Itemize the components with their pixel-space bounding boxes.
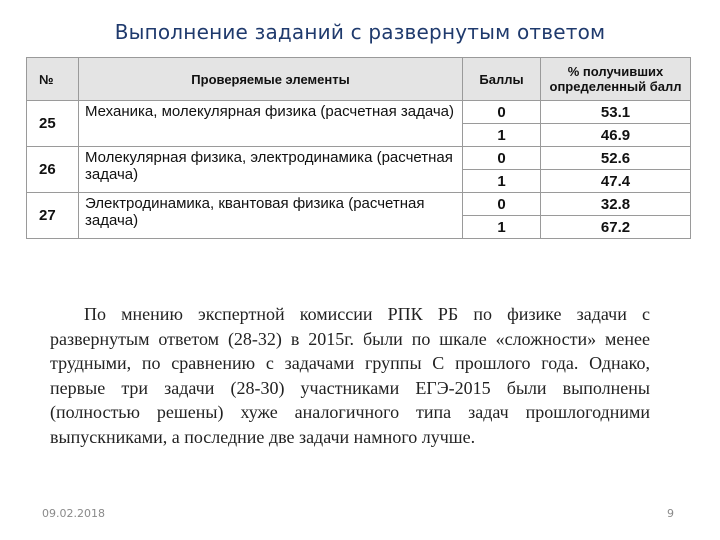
task-number: 27 <box>27 193 79 239</box>
table-row <box>27 193 691 216</box>
header-num: № <box>27 58 79 101</box>
percent-value: 53.1 <box>541 101 691 124</box>
results-table <box>26 57 691 239</box>
percent-value: 46.9 <box>541 124 691 147</box>
header-score: Баллы <box>463 58 541 101</box>
commission-paragraph: По мнению экспертной комиссии РПК РБ по физике задачи с развернутым ответом (28-32) в 2015г. были по шкале «сложности» менее трудными, по сравнению с задачами группы С прошлого года. Однако, первые три задачи (28-30) участниками ЕГЭ-2015 были выполнены (полностью решены) хуже аналогичного типа задач прошлогодними выпускниками, а последние две задачи намного лучше. <box>50 304 650 447</box>
footer-date: 09.02.2018 <box>42 507 105 520</box>
table-header-row <box>27 58 691 101</box>
percent-value: 47.4 <box>541 170 691 193</box>
task-number: 25 <box>27 101 79 147</box>
table-row <box>27 147 691 170</box>
score-value: 0 <box>463 193 541 216</box>
slide-title: Выполнение заданий с развернутым ответом <box>114 20 606 44</box>
page-number: 9 <box>667 507 674 520</box>
percent-value: 52.6 <box>541 147 691 170</box>
score-value: 1 <box>463 170 541 193</box>
task-number: 26 <box>27 147 79 193</box>
score-value: 1 <box>463 124 541 147</box>
table-row <box>27 101 691 124</box>
header-percent: % получивших определенный балл <box>541 58 691 101</box>
task-elements: Механика, молекулярная физика (расчетная задача) <box>79 101 463 147</box>
task-elements: Электродинамика, квантовая физика (расчетная задача) <box>79 193 463 239</box>
percent-value: 32.8 <box>541 193 691 216</box>
percent-value: 67.2 <box>541 216 691 239</box>
score-value: 1 <box>463 216 541 239</box>
score-value: 0 <box>463 101 541 124</box>
task-elements: Молекулярная физика, электродинамика (расчетная задача) <box>79 147 463 193</box>
score-value: 0 <box>463 147 541 170</box>
header-elements: Проверяемые элементы <box>79 58 463 101</box>
